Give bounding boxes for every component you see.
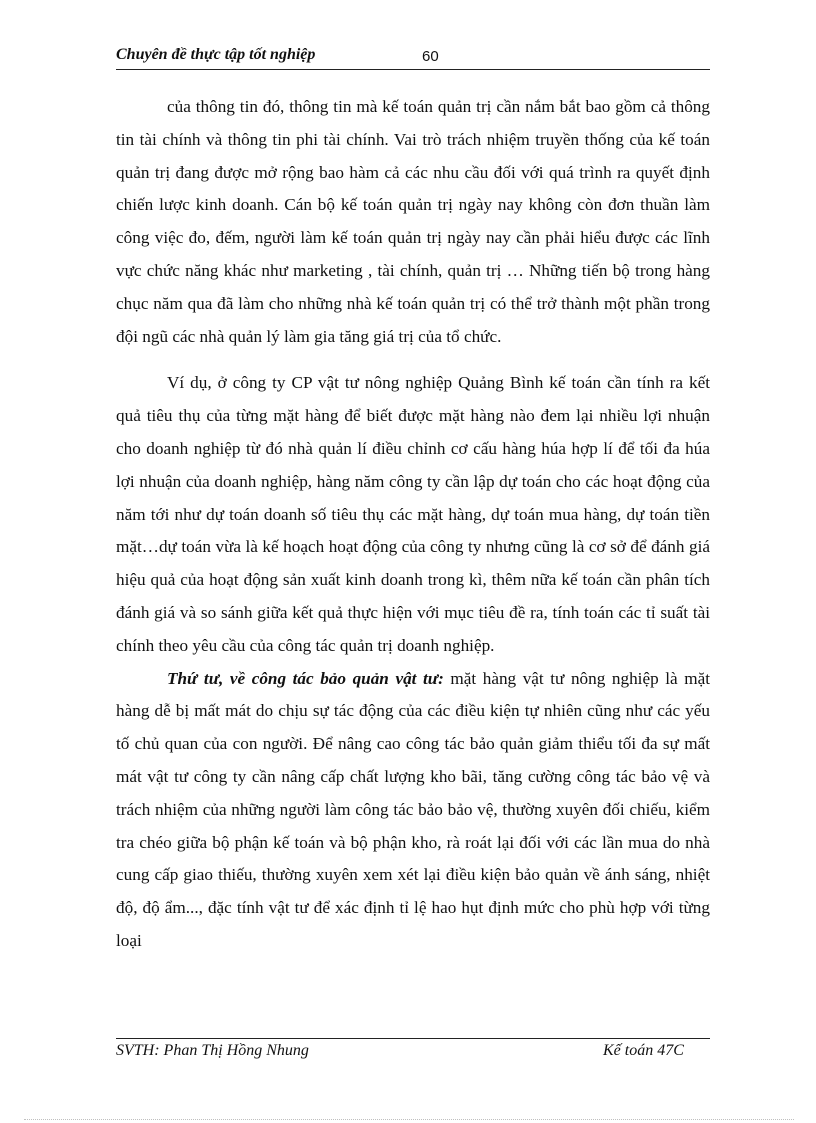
header-divider — [116, 69, 710, 70]
paragraph-3-lead: Thứ tư, về công tác bảo quản vật tư: — [167, 668, 444, 688]
body-text — [116, 91, 710, 958]
footer-divider — [116, 1038, 710, 1039]
paragraph-2: Ví dụ, ở công ty CP vật tư nông nghiệp Quảng Bình kế toán cần tính ra kết quả tiêu thụ của từng mặt hàng để biết được mặt hàng nào đem lại nhiều lợi nhuận cho doanh nghiệp từ đó nhà quản lí điều chỉnh cơ cấu hàng húa hợp lí để tối đa húa lợi nhuận của doanh nghiệp, hàng năm công ty cần lập dự toán cho các hoạt động của năm tới như dự toán doanh số tiêu thụ các mặt hàng, dự toán mua hàng, dự toán tiền mặt…dự toán vừa là kế hoạch hoạt động của công ty nhưng cũng là cơ sở để đánh giá hiệu quả của hoạt động sản xuất kinh doanh trong kì, thêm nữa kế toán cần phân tích đánh giá và so sánh giữa kết quả thực hiện với mục tiêu đề ra, tính toán các tỉ suất tài chính theo yêu cầu của công tác quản trị doanh nghiệp. — [116, 373, 710, 655]
paragraph-1: của thông tin đó, thông tin mà kế toán quản trị cần nắm bắt bao gồm cả thông tin tài chính và thông tin phi tài chính. Vai trò trách nhiệm truyền thống của kế toán quản trị đang được mở rộng bao hàm cả các nhu cầu đối với quá trình ra quyết định chiến lược kinh doanh. Cán bộ kế toán quản trị ngày nay không còn đơn thuần làm công việc đo, đếm, người làm kế toán quản trị ngày nay cần phải hiểu được các lĩnh vực chức năng khác như marketing , tài chính, quản trị … Những tiến bộ trong hàng chục năm qua đã làm cho những nhà kế toán quản trị có thể trở thành một phần trong đội ngũ các nhà quản lý làm gia tăng giá trị của tổ chức. — [116, 97, 710, 346]
paragraph-3-text: mặt hàng vật tư nông nghiệp là mặt hàng dễ bị mất mát do chịu sự tác động của các điều kiện tự nhiên cũng như các yếu tố chủ quan của con người. Để nâng cao công tác bảo quản giảm thiểu tối đa sự mất mát vật tư công ty cần nâng cấp chất lượng kho bãi, tăng cường công tác bảo vệ và trách nhiệm của những người làm công tác bảo bảo vệ, thường xuyên đối chiếu, kiểm tra chéo giữa bộ phận kế toán và bộ phận kho, rà roát lại đối với các lần mua do nhà cung cấp giao thiếu, thường xuyên xem xét lại điều kiện bảo quản về ánh sáng, nhiệt độ, độ ẩm..., đặc tính vật tư để xác định tỉ lệ hao hụt định mức cho phù hợp với từng loại — [116, 668, 710, 950]
paragraph-3 — [116, 663, 710, 958]
header-title: Chuyên đề thực tập tốt nghiệp — [116, 46, 316, 63]
footer-class: Kế toán 47C — [603, 1042, 684, 1059]
page-number: 60 — [422, 48, 439, 65]
footer-author: SVTH: Phan Thị Hồng Nhung — [116, 1042, 309, 1059]
page-edge-dotted-line — [24, 1119, 794, 1120]
